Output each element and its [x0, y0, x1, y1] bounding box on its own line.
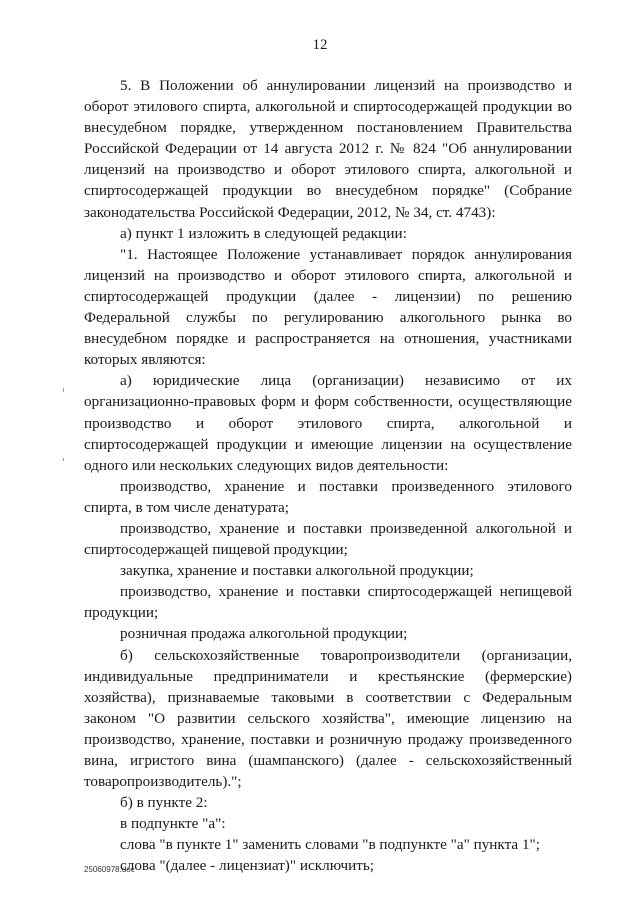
paragraph-agricultural-producers: б) сельскохозяйственные товаропроизводители (организации, индивидуальные предприниматели и крестьянские (фермерские) хозяйства), признаваемые таковыми в соответствии с Федеральным законом "О развитии сельского хозяйства", имеющие лицензию на производство, хранение, поставки и розничную продажу произведенного вина, игристого вина (шампанского) (далее - сельскохозяйственный товаропроизводитель).";	[84, 646, 572, 791]
document-file-code: 25060978.doc	[84, 865, 135, 874]
paragraph-replace-words: слова "в пункте 1" заменить словами "в подпункте "а" пункта 1";	[120, 836, 540, 854]
paragraph-activity-3: закупка, хранение и поставки алкогольной продукции;	[120, 562, 474, 580]
document-body	[84, 75, 572, 877]
paragraph-subitem-b: б) в пункте 2:	[120, 794, 208, 812]
paragraph-subpoint-a: в подпункте "а":	[120, 815, 226, 833]
paragraph-activity-2: производство, хранение и поставки произведенной алкогольной и спиртосодержащей пищевой продукции;	[84, 519, 572, 559]
paragraph-remove-words: слова "(далее - лицензиат)" исключить;	[120, 857, 375, 875]
paragraph-subitem-a: а) пункт 1 изложить в следующей редакции:	[120, 224, 407, 242]
paragraph-activity-5: розничная продажа алкогольной продукции;	[120, 625, 408, 643]
page-number: 12	[312, 37, 328, 53]
paragraph-amendment-5: 5. В Положении об аннулировании лицензий на производство и оборот этилового спирта, алкогольной и спиртосодержащей продукции во внесудебном порядке, утвержденном постановлением Правительства Российской Федерации от 14 августа 2012 г. № 824 "Об аннулировании лицензий на производство и оборот этилового спирта, алкогольной и спиртосодержащей продукции во внесудебном порядке" (Собрание законодательства Российской Федерации, 2012, № 34, ст. 4743):	[84, 77, 572, 221]
paragraph-item-1-text: "1. Настоящее Положение устанавливает порядок аннулирования лицензий на производство и оборот этилового спирта, алкогольной и спиртосодержащей продукции (далее - лицензии) по решению Федеральной службы по регулированию алкогольного рынка во внесудебном порядке и распространяется на отношения, участниками которых являются:	[84, 245, 572, 369]
margin-mark	[63, 388, 64, 392]
paragraph-activity-1: производство, хранение и поставки произведенного этилового спирта, в том числе денатурата;	[84, 477, 572, 516]
margin-mark	[63, 458, 64, 461]
paragraph-activity-4: производство, хранение и поставки спиртосодержащей непищевой продукции;	[84, 583, 572, 622]
paragraph-legal-entities: а) юридические лица (организации) независимо от их организационно-правовых форм и форм собственности, осуществляющие производство и оборот этилового спирта, алкогольной и спиртосодержащей продукции и имеющие лицензии на осуществление одного или нескольких следующих видов деятельности:	[84, 372, 572, 474]
